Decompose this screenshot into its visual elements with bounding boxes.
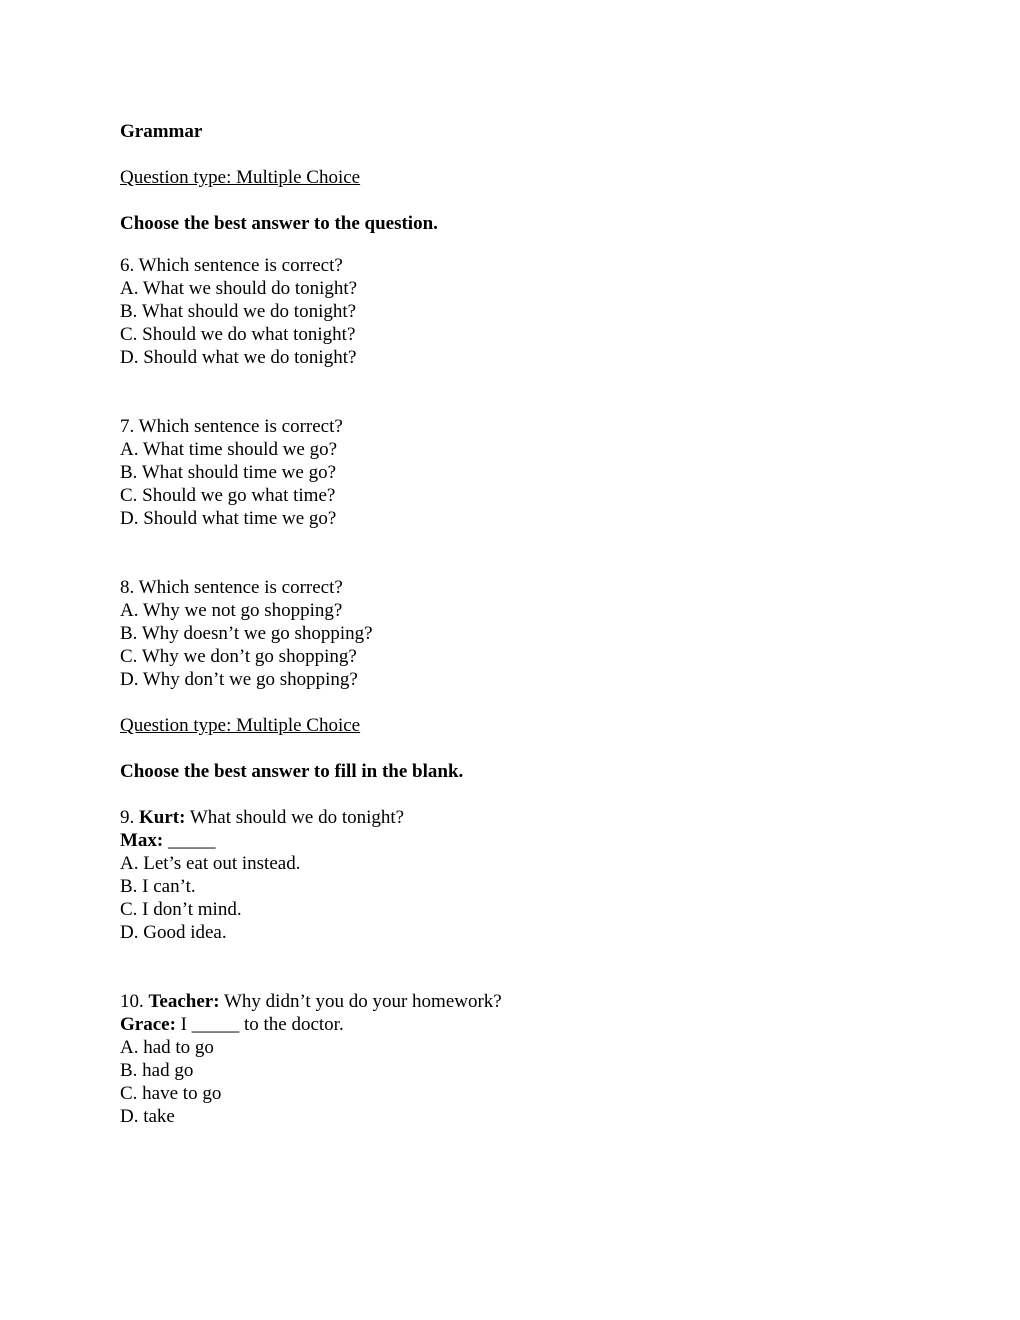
answer-option: D. take xyxy=(120,1106,175,1127)
answer-option: C. Why we don’t go shopping? xyxy=(120,646,357,667)
answer-option: A. What we should do tonight? xyxy=(120,278,358,299)
dialogue-text: I _____ to the doctor. xyxy=(180,1014,344,1035)
answer-option: D. Good idea. xyxy=(120,922,227,943)
question-8 xyxy=(120,576,900,691)
answer-option: D. Should what time we go? xyxy=(120,508,337,529)
answer-option: A. What time should we go? xyxy=(120,439,338,460)
dialogue-line xyxy=(120,1013,900,1036)
dialogue-text: _____ xyxy=(168,830,216,851)
instruction: Choose the best answer to fill in the blank. xyxy=(120,761,464,782)
dialogue-line xyxy=(120,829,900,852)
question-type-label: Question type: Multiple Choice xyxy=(120,167,361,188)
answer-option: B. What should time we go? xyxy=(120,462,337,483)
answer-option: A. had to go xyxy=(120,1037,214,1058)
speaker-name: Max: xyxy=(120,830,164,851)
question-type-label: Question type: Multiple Choice xyxy=(120,715,361,736)
question-10 xyxy=(120,990,900,1128)
answer-option: C. I don’t mind. xyxy=(120,899,242,920)
instruction: Choose the best answer to the question. xyxy=(120,213,438,234)
dialogue-text: What should we do tonight? xyxy=(189,807,405,828)
answer-option: B. What should we do tonight? xyxy=(120,301,357,322)
dialogue-line xyxy=(120,806,900,829)
section-title: Grammar xyxy=(120,121,203,142)
worksheet-page xyxy=(120,120,900,1128)
answer-option: C. Should we do what tonight? xyxy=(120,324,356,345)
answer-option: C. have to go xyxy=(120,1083,222,1104)
answer-option: D. Why don’t we go shopping? xyxy=(120,669,358,690)
answer-option: C. Should we go what time? xyxy=(120,485,336,506)
answer-option: A. Let’s eat out instead. xyxy=(120,853,301,874)
question-6 xyxy=(120,254,900,369)
question-number: 10. xyxy=(120,991,144,1012)
question-9 xyxy=(120,806,900,944)
answer-option: B. Why doesn’t we go shopping? xyxy=(120,623,373,644)
answer-option: D. Should what we do tonight? xyxy=(120,347,357,368)
question-stem: 6. Which sentence is correct? xyxy=(120,255,343,276)
question-stem: 8. Which sentence is correct? xyxy=(120,577,343,598)
speaker-name: Kurt: xyxy=(139,807,186,828)
answer-option: B. I can’t. xyxy=(120,876,196,897)
question-7 xyxy=(120,415,900,530)
dialogue-text: Why didn’t you do your homework? xyxy=(223,991,502,1012)
speaker-name: Teacher: xyxy=(148,991,220,1012)
speaker-name: Grace: xyxy=(120,1014,176,1035)
answer-option: A. Why we not go shopping? xyxy=(120,600,343,621)
question-stem: 7. Which sentence is correct? xyxy=(120,416,343,437)
question-number: 9. xyxy=(120,807,135,828)
dialogue-line xyxy=(120,990,900,1013)
answer-option: B. had go xyxy=(120,1060,194,1081)
